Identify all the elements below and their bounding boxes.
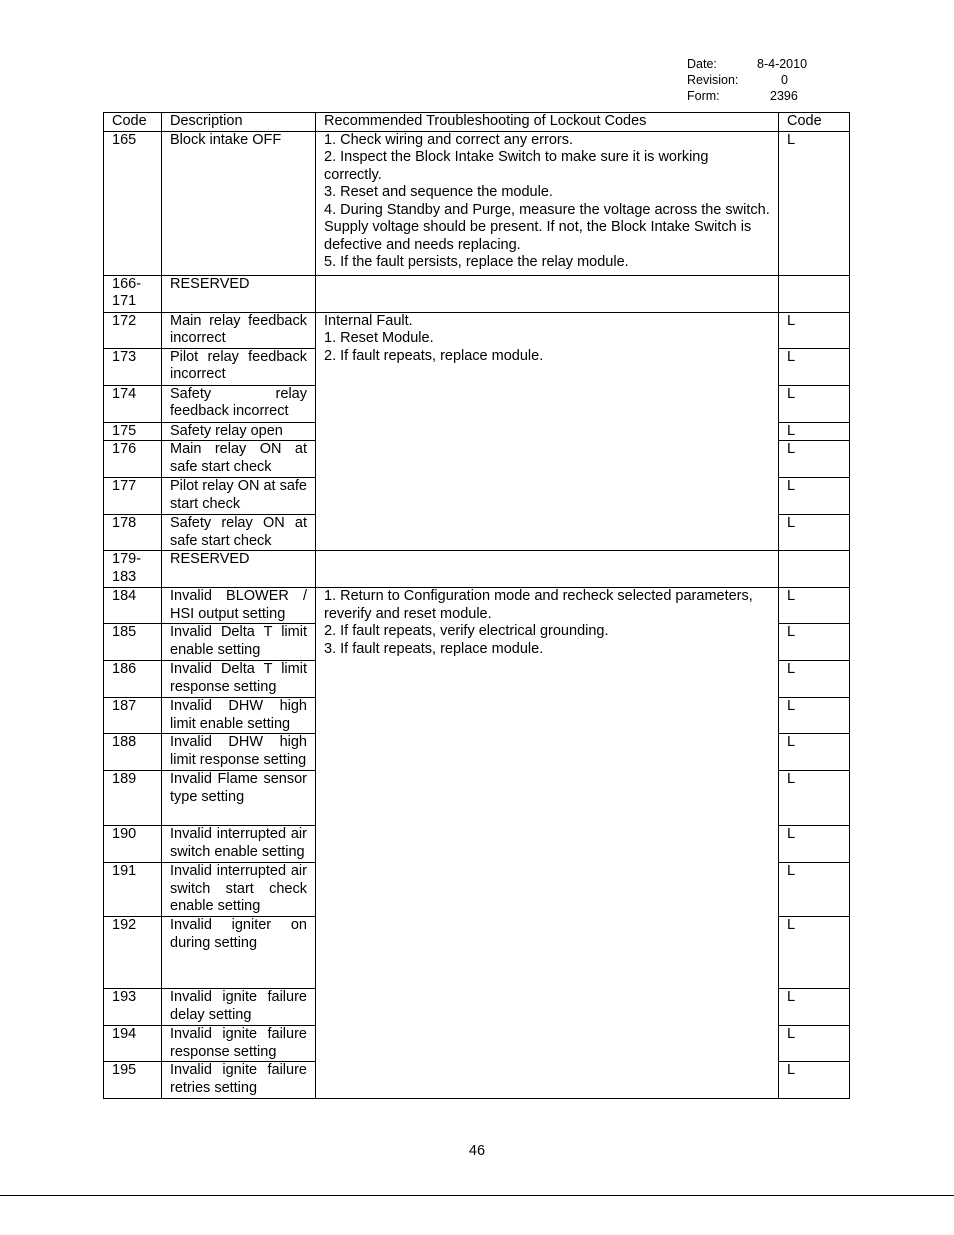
description-cell: RESERVED [162, 551, 316, 588]
troubleshooting-cell [316, 588, 779, 1099]
code-cell: 178 [104, 515, 162, 551]
description-cell: Invalid DHW high limit enable setting [162, 698, 316, 734]
troubleshooting-step: 1. Reset Module. [324, 330, 434, 346]
code-type-cell: L [779, 917, 850, 989]
troubleshooting-cell [316, 275, 779, 312]
code-cell: 194 [104, 1026, 162, 1062]
code-type-cell: L [779, 1062, 850, 1099]
description-cell: Invalid Flame sensor type setting [162, 771, 316, 826]
code-type-cell: L [779, 863, 850, 917]
code-type-cell: L [779, 312, 850, 348]
troubleshooting-step: 2. If fault repeats, replace module. [324, 347, 544, 364]
revision-label: Revision: [687, 73, 739, 87]
troubleshooting-step: 3. If fault repeats, replace module. [324, 640, 544, 657]
description-cell: Invalid igniter on during setting [162, 917, 316, 989]
header-description: Description [162, 113, 316, 132]
document-meta [687, 56, 827, 104]
code-type-cell: L [779, 624, 850, 661]
description-cell: Safety relay feedback incorrect [162, 385, 316, 422]
table-row [104, 131, 850, 275]
revision-value: 0 [781, 73, 788, 87]
troubleshooting-step: 2. If fault repeats, verify electrical grounding. [324, 623, 609, 639]
description-cell: Pilot relay ON at safe start check [162, 478, 316, 515]
page-number: 46 [468, 1143, 486, 1159]
form-value: 2396 [770, 89, 798, 103]
revision-row [687, 72, 827, 88]
table-body [104, 131, 850, 1099]
code-type-cell [779, 551, 850, 588]
table-header-row [104, 113, 850, 132]
troubleshooting-cell [316, 312, 779, 551]
code-type-cell [779, 275, 850, 312]
troubleshooting-step: 4. During Standby and Purge, measure the voltage across the switch. Supply voltage should be present. If not, the Block Intake Switch is defective and needs replacing. [324, 201, 770, 253]
troubleshooting-step: Internal Fault. [324, 312, 413, 329]
date-label: Date: [687, 57, 717, 71]
code-cell: 191 [104, 863, 162, 917]
description-cell: Invalid BLOWER / HSI output setting [162, 588, 316, 624]
code-type-cell: L [779, 771, 850, 826]
code-cell: 186 [104, 661, 162, 698]
troubleshooting-cell [316, 131, 779, 275]
description-cell: Safety relay open [162, 422, 316, 441]
code-type-cell: L [779, 422, 850, 441]
code-cell: 179- 183 [104, 551, 162, 588]
code-type-cell: L [779, 515, 850, 551]
code-type-cell: L [779, 826, 850, 863]
lockout-codes-table [103, 112, 850, 1099]
code-cell: 193 [104, 989, 162, 1026]
description-cell: Invalid Delta T limit response setting [162, 661, 316, 698]
code-type-cell: L [779, 661, 850, 698]
form-row [687, 88, 827, 104]
description-cell: Main relay feedback incorrect [162, 312, 316, 348]
description-cell: Safety relay ON at safe start check [162, 515, 316, 551]
code-type-cell: L [779, 348, 850, 385]
code-cell: 172 [104, 312, 162, 348]
code-type-cell: L [779, 131, 850, 275]
description-cell: RESERVED [162, 275, 316, 312]
description-cell: Invalid Delta T limit enable setting [162, 624, 316, 661]
form-label: Form: [687, 89, 720, 103]
code-type-cell: L [779, 478, 850, 515]
header-code-type: Code [779, 113, 850, 132]
troubleshooting-step: 3. Reset and sequence the module. [324, 184, 553, 200]
description-cell: Invalid ignite failure delay setting [162, 989, 316, 1026]
header-troubleshooting: Recommended Troubleshooting of Lockout Codes [316, 113, 779, 132]
code-cell: 188 [104, 734, 162, 771]
code-type-cell: L [779, 989, 850, 1026]
description-cell: Invalid DHW high limit response setting [162, 734, 316, 771]
code-cell: 189 [104, 771, 162, 826]
header-code: Code [104, 113, 162, 132]
description-cell: Block intake OFF [162, 131, 316, 275]
table-row [104, 312, 850, 348]
troubleshooting-step: 5. If the fault persists, replace the relay module. [324, 254, 629, 270]
code-cell: 184 [104, 588, 162, 624]
description-cell: Pilot relay feedback incorrect [162, 348, 316, 385]
code-type-cell: L [779, 734, 850, 771]
description-cell: Invalid ignite failure retries setting [162, 1062, 316, 1099]
date-row [687, 56, 827, 72]
footer-divider [0, 1195, 954, 1196]
code-cell: 175 [104, 422, 162, 441]
code-type-cell: L [779, 1026, 850, 1062]
code-cell: 192 [104, 917, 162, 989]
troubleshooting-step: 1. Check wiring and correct any errors. [324, 131, 574, 148]
code-cell: 185 [104, 624, 162, 661]
code-cell: 166- 171 [104, 275, 162, 312]
description-cell: Invalid interrupted air switch enable setting [162, 826, 316, 863]
troubleshooting-step: 2. Inspect the Block Intake Switch to make sure it is working correctly. [324, 149, 709, 183]
code-cell: 187 [104, 698, 162, 734]
code-type-cell: L [779, 698, 850, 734]
code-type-cell: L [779, 588, 850, 624]
code-cell: 195 [104, 1062, 162, 1099]
code-cell: 177 [104, 478, 162, 515]
code-cell: 173 [104, 348, 162, 385]
code-cell: 190 [104, 826, 162, 863]
code-type-cell: L [779, 385, 850, 422]
code-cell: 176 [104, 441, 162, 478]
code-type-cell: L [779, 441, 850, 478]
table-row [104, 551, 850, 588]
description-cell: Main relay ON at safe start check [162, 441, 316, 478]
code-cell: 174 [104, 385, 162, 422]
troubleshooting-step: 1. Return to Configuration mode and recheck selected parameters, reverify and reset module. [324, 588, 753, 622]
date-value: 8-4-2010 [757, 57, 808, 71]
table-row [104, 275, 850, 312]
table-row [104, 588, 850, 624]
troubleshooting-cell [316, 551, 779, 588]
description-cell: Invalid interrupted air switch start check enable setting [162, 863, 316, 917]
code-cell: 165 [104, 131, 162, 275]
description-cell: Invalid ignite failure response setting [162, 1026, 316, 1062]
